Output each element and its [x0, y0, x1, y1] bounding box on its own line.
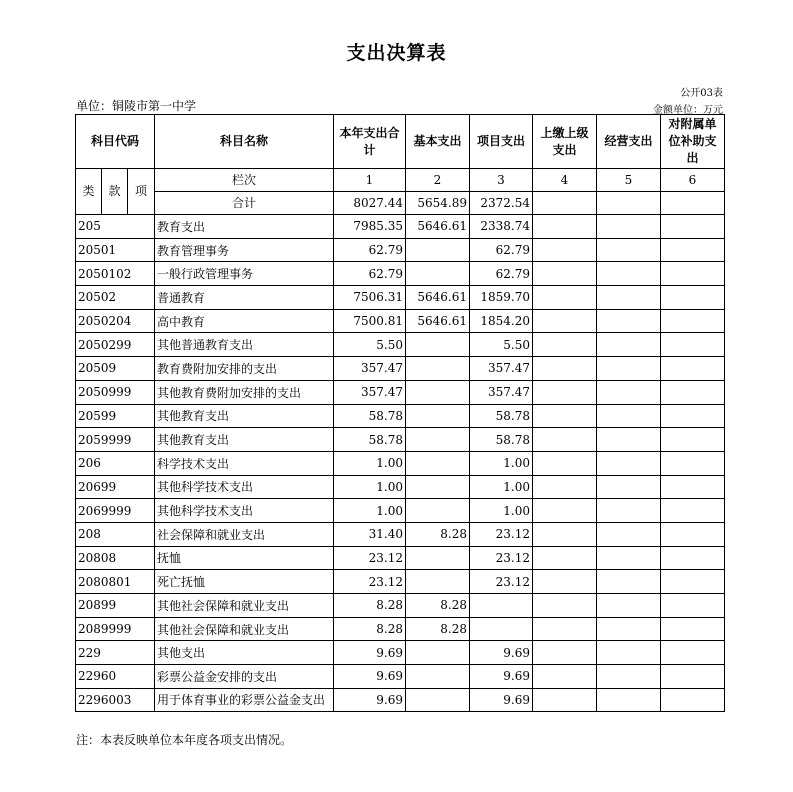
row-name: 其他教育支出	[155, 428, 334, 452]
row-project: 9.69	[470, 641, 533, 665]
row-code: 2050299	[76, 333, 155, 357]
row-name: 其他普通教育支出	[155, 333, 334, 357]
row-business	[597, 570, 661, 594]
row-project	[470, 617, 533, 641]
row-basic	[406, 404, 470, 428]
row-project: 58.78	[470, 404, 533, 428]
row-business	[597, 380, 661, 404]
row-project: 1.00	[470, 499, 533, 523]
row-name: 其他社会保障和就业支出	[155, 617, 334, 641]
row-code: 2059999	[76, 428, 155, 452]
row-subsidy	[661, 594, 725, 618]
row-business	[597, 215, 661, 239]
row-code: 20502	[76, 286, 155, 310]
column-number-row	[76, 169, 725, 192]
page-title: 支出决算表	[346, 42, 447, 64]
row-subsidy	[661, 380, 725, 404]
row-total: 5.50	[334, 333, 406, 357]
row-basic: 5646.61	[406, 215, 470, 239]
row-upper	[533, 428, 597, 452]
row-code: 22960	[76, 665, 155, 689]
row-subsidy	[661, 238, 725, 262]
table-row	[76, 357, 725, 381]
header-code: 科目代码	[76, 115, 155, 169]
row-name: 教育管理事务	[155, 238, 334, 262]
table-row	[76, 428, 725, 452]
sum-label: 合计	[155, 192, 334, 215]
row-project: 357.47	[470, 357, 533, 381]
table-row	[76, 688, 725, 712]
header-upper: 上缴上级支出	[533, 115, 597, 169]
row-name: 普通教育	[155, 286, 334, 310]
row-upper	[533, 286, 597, 310]
row-business	[597, 665, 661, 689]
header-business: 经营支出	[597, 115, 661, 169]
row-project: 357.47	[470, 380, 533, 404]
row-business	[597, 238, 661, 262]
row-business	[597, 404, 661, 428]
row-upper	[533, 215, 597, 239]
sum-basic: 5654.89	[406, 192, 470, 215]
row-basic: 8.28	[406, 617, 470, 641]
row-total: 9.69	[334, 641, 406, 665]
row-business	[597, 286, 661, 310]
row-total: 357.47	[334, 380, 406, 404]
row-total: 23.12	[334, 570, 406, 594]
row-total: 8.28	[334, 594, 406, 618]
row-project: 23.12	[470, 522, 533, 546]
row-code: 205	[76, 215, 155, 239]
row-subsidy	[661, 286, 725, 310]
row-subsidy	[661, 357, 725, 381]
row-total: 23.12	[334, 546, 406, 570]
row-basic	[406, 475, 470, 499]
table-row	[76, 641, 725, 665]
row-project: 1.00	[470, 451, 533, 475]
row-basic	[406, 499, 470, 523]
row-business	[597, 522, 661, 546]
row-project: 5.50	[470, 333, 533, 357]
header-total: 本年支出合计	[334, 115, 406, 169]
col-number-3: 3	[470, 169, 533, 192]
row-upper	[533, 357, 597, 381]
row-business	[597, 546, 661, 570]
row-code: 2050999	[76, 380, 155, 404]
sum-total: 8027.44	[334, 192, 406, 215]
row-subsidy	[661, 522, 725, 546]
row-basic: 8.28	[406, 522, 470, 546]
table-row	[76, 522, 725, 546]
row-upper	[533, 617, 597, 641]
row-name: 其他教育费附加安排的支出	[155, 380, 334, 404]
row-total: 8.28	[334, 617, 406, 641]
row-name: 彩票公益金安排的支出	[155, 665, 334, 689]
row-business	[597, 688, 661, 712]
row-business	[597, 262, 661, 286]
row-subsidy	[661, 688, 725, 712]
row-basic: 5646.61	[406, 286, 470, 310]
row-subsidy	[661, 451, 725, 475]
col-number-2: 2	[406, 169, 470, 192]
row-total: 7506.31	[334, 286, 406, 310]
footnote: 注：本表反映单位本年度各项支出情况。	[76, 733, 293, 747]
row-upper	[533, 594, 597, 618]
sum-project: 2372.54	[470, 192, 533, 215]
row-business	[597, 499, 661, 523]
header-lei: 类	[76, 169, 102, 215]
header-lanci: 栏次	[155, 169, 334, 192]
row-name: 其他教育支出	[155, 404, 334, 428]
row-upper	[533, 333, 597, 357]
row-total: 357.47	[334, 357, 406, 381]
row-business	[597, 617, 661, 641]
row-upper	[533, 404, 597, 428]
row-business	[597, 428, 661, 452]
row-basic	[406, 333, 470, 357]
form-number: 公开03表	[680, 88, 723, 99]
row-project: 1854.20	[470, 309, 533, 333]
row-name: 其他科学技术支出	[155, 499, 334, 523]
row-basic	[406, 665, 470, 689]
col-number-5: 5	[597, 169, 661, 192]
row-basic	[406, 238, 470, 262]
row-subsidy	[661, 309, 725, 333]
row-subsidy	[661, 475, 725, 499]
row-project: 1.00	[470, 475, 533, 499]
row-upper	[533, 238, 597, 262]
row-basic	[406, 262, 470, 286]
row-code: 20899	[76, 594, 155, 618]
row-total: 1.00	[334, 499, 406, 523]
row-project: 23.12	[470, 570, 533, 594]
table-row	[76, 380, 725, 404]
table-row	[76, 215, 725, 239]
row-code: 208	[76, 522, 155, 546]
row-basic: 8.28	[406, 594, 470, 618]
row-code: 2089999	[76, 617, 155, 641]
row-total: 7500.81	[334, 309, 406, 333]
row-total: 7985.35	[334, 215, 406, 239]
row-basic	[406, 570, 470, 594]
row-code: 2050204	[76, 309, 155, 333]
row-code: 20599	[76, 404, 155, 428]
table-row	[76, 309, 725, 333]
row-total: 58.78	[334, 404, 406, 428]
row-basic: 5646.61	[406, 309, 470, 333]
table-row	[76, 262, 725, 286]
row-name: 抚恤	[155, 546, 334, 570]
row-subsidy	[661, 570, 725, 594]
row-business	[597, 475, 661, 499]
row-upper	[533, 380, 597, 404]
row-total: 62.79	[334, 262, 406, 286]
row-subsidy	[661, 499, 725, 523]
unit-label: 单位：铜陵市第一中学	[76, 99, 197, 113]
header-xiang: 项	[128, 169, 155, 215]
row-subsidy	[661, 404, 725, 428]
row-business	[597, 451, 661, 475]
row-business	[597, 357, 661, 381]
table-row	[76, 286, 725, 310]
row-name: 高中教育	[155, 309, 334, 333]
row-upper	[533, 688, 597, 712]
row-total: 62.79	[334, 238, 406, 262]
row-project: 58.78	[470, 428, 533, 452]
table-row	[76, 238, 725, 262]
col-number-1: 1	[334, 169, 406, 192]
row-code: 2069999	[76, 499, 155, 523]
row-name: 其他科学技术支出	[155, 475, 334, 499]
row-project: 1859.70	[470, 286, 533, 310]
row-name: 其他社会保障和就业支出	[155, 594, 334, 618]
sum-subsidy	[661, 192, 725, 215]
row-name: 社会保障和就业支出	[155, 522, 334, 546]
row-basic	[406, 546, 470, 570]
row-code: 2080801	[76, 570, 155, 594]
money-unit-label: 金额单位：万元	[653, 105, 723, 116]
row-name: 科学技术支出	[155, 451, 334, 475]
row-upper	[533, 475, 597, 499]
row-code: 20808	[76, 546, 155, 570]
row-total: 58.78	[334, 428, 406, 452]
row-project: 2338.74	[470, 215, 533, 239]
row-basic	[406, 380, 470, 404]
row-project: 9.69	[470, 665, 533, 689]
row-basic	[406, 451, 470, 475]
row-project: 62.79	[470, 262, 533, 286]
row-project	[470, 594, 533, 618]
row-code: 20509	[76, 357, 155, 381]
row-project: 62.79	[470, 238, 533, 262]
col-number-6: 6	[661, 169, 725, 192]
row-code: 2296003	[76, 688, 155, 712]
table-row	[76, 333, 725, 357]
row-total: 9.69	[334, 688, 406, 712]
row-name: 用于体育事业的彩票公益金支出	[155, 688, 334, 712]
row-subsidy	[661, 215, 725, 239]
sum-row	[76, 192, 725, 215]
row-upper	[533, 499, 597, 523]
row-total: 9.69	[334, 665, 406, 689]
row-subsidy	[661, 546, 725, 570]
row-upper	[533, 570, 597, 594]
row-upper	[533, 641, 597, 665]
table-row	[76, 404, 725, 428]
row-name: 死亡抚恤	[155, 570, 334, 594]
header-row	[76, 115, 725, 169]
row-name: 其他支出	[155, 641, 334, 665]
row-code: 2050102	[76, 262, 155, 286]
table-row	[76, 499, 725, 523]
row-total: 31.40	[334, 522, 406, 546]
header-kuan: 款	[102, 169, 128, 215]
row-code: 229	[76, 641, 155, 665]
table-row	[76, 475, 725, 499]
table-row	[76, 570, 725, 594]
row-project: 9.69	[470, 688, 533, 712]
row-upper	[533, 522, 597, 546]
row-project: 23.12	[470, 546, 533, 570]
sum-business	[597, 192, 661, 215]
row-subsidy	[661, 641, 725, 665]
table-row	[76, 617, 725, 641]
table-row	[76, 546, 725, 570]
header-project: 项目支出	[470, 115, 533, 169]
row-basic	[406, 357, 470, 381]
sum-upper	[533, 192, 597, 215]
header-basic: 基本支出	[406, 115, 470, 169]
header-name: 科目名称	[155, 115, 334, 169]
table-row	[76, 594, 725, 618]
row-subsidy	[661, 617, 725, 641]
row-name: 一般行政管理事务	[155, 262, 334, 286]
expenditure-table	[75, 114, 725, 712]
row-code: 206	[76, 451, 155, 475]
row-upper	[533, 546, 597, 570]
row-upper	[533, 262, 597, 286]
row-code: 20699	[76, 475, 155, 499]
col-number-4: 4	[533, 169, 597, 192]
row-upper	[533, 451, 597, 475]
row-upper	[533, 665, 597, 689]
row-subsidy	[661, 428, 725, 452]
row-basic	[406, 641, 470, 665]
row-upper	[533, 309, 597, 333]
row-business	[597, 641, 661, 665]
row-subsidy	[661, 665, 725, 689]
table-row	[76, 665, 725, 689]
row-name: 教育支出	[155, 215, 334, 239]
row-subsidy	[661, 333, 725, 357]
row-code: 20501	[76, 238, 155, 262]
row-business	[597, 333, 661, 357]
row-basic	[406, 428, 470, 452]
row-business	[597, 594, 661, 618]
table-row	[76, 451, 725, 475]
row-business	[597, 309, 661, 333]
row-name: 教育费附加安排的支出	[155, 357, 334, 381]
row-basic	[406, 688, 470, 712]
row-total: 1.00	[334, 475, 406, 499]
header-subsidy: 对附属单位补助支出	[661, 115, 725, 169]
row-subsidy	[661, 262, 725, 286]
row-total: 1.00	[334, 451, 406, 475]
